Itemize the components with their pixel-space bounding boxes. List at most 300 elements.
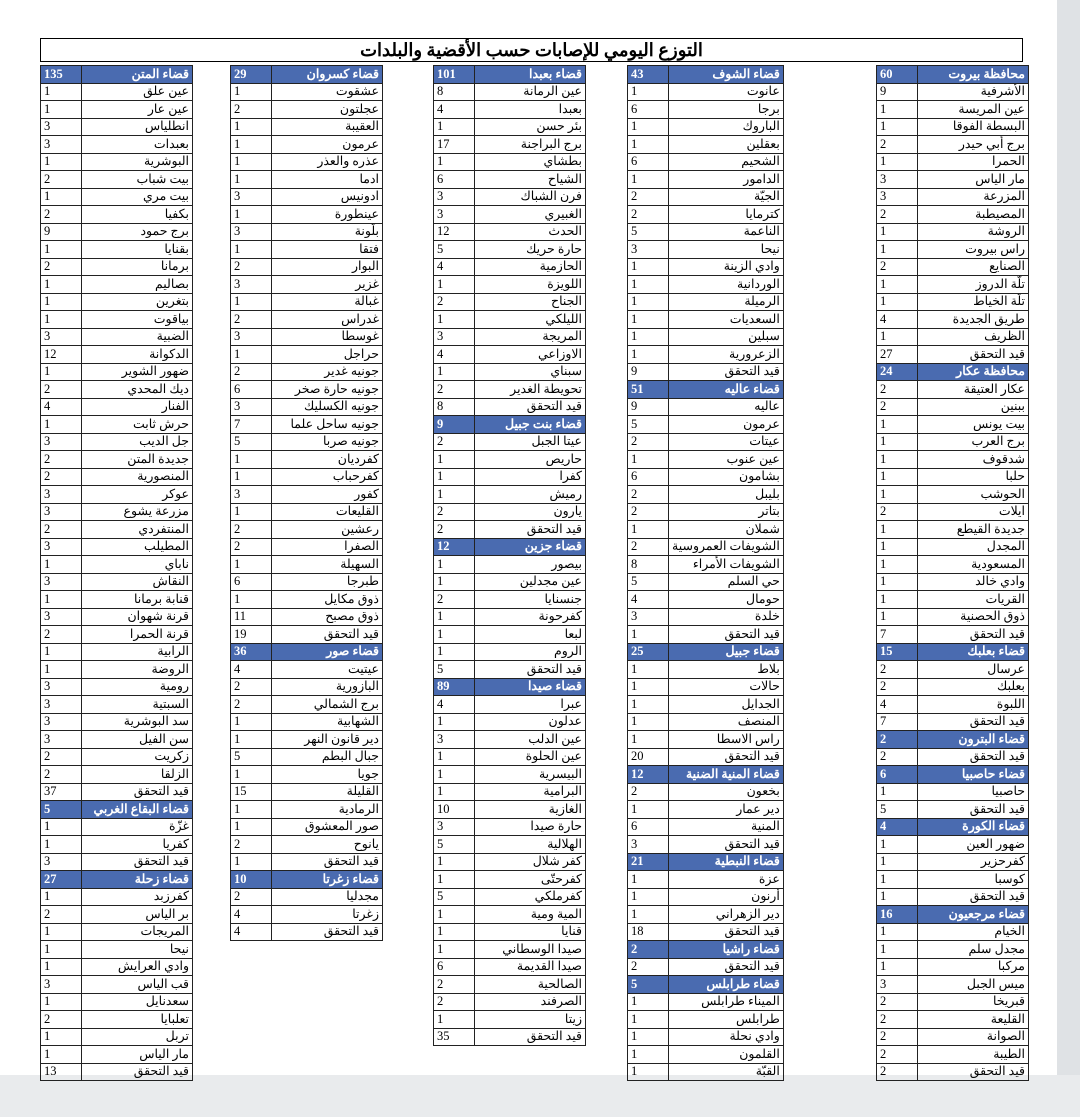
case-count: 15 <box>231 783 272 801</box>
town-row <box>231 818 383 836</box>
town-name: نيحا <box>82 941 193 959</box>
district-total: 6 <box>877 766 918 784</box>
town-name: قيد التحقق <box>82 783 193 801</box>
town-row <box>877 451 1029 469</box>
town-name: غزّة <box>82 818 193 836</box>
case-count: 1 <box>877 888 918 906</box>
case-count: 1 <box>434 941 475 959</box>
town-name: قيد التحقق <box>475 661 586 679</box>
case-count: 5 <box>628 223 669 241</box>
town-name: المريجة <box>475 328 586 346</box>
town-name: المطيلب <box>82 538 193 556</box>
district-name: قضاء بعبدا <box>475 66 586 84</box>
case-count: 13 <box>41 1063 82 1081</box>
case-count: 20 <box>628 748 669 766</box>
town-name: تحويطة الغدير <box>475 381 586 399</box>
town-name: قيد التحقق <box>918 1063 1029 1081</box>
town-name: قيد التحقق <box>918 346 1029 364</box>
case-count: 3 <box>41 696 82 714</box>
town-row <box>877 101 1029 119</box>
town-name: تربل <box>82 1028 193 1046</box>
case-count: 6 <box>231 381 272 399</box>
town-name: الهلالية <box>475 836 586 854</box>
town-name: الغبيري <box>475 206 586 224</box>
case-count: 2 <box>877 1028 918 1046</box>
town-row <box>628 486 784 504</box>
case-count: 3 <box>231 188 272 206</box>
district-total: 43 <box>628 66 669 84</box>
case-count: 3 <box>434 818 475 836</box>
case-count: 1 <box>628 83 669 101</box>
case-count: 2 <box>231 538 272 556</box>
town-name: الرمادية <box>272 801 383 819</box>
district-name: قضاء طرابلس <box>669 976 784 994</box>
town-name: قيد التحقق <box>918 888 1029 906</box>
case-count: 1 <box>877 871 918 889</box>
district-total: 12 <box>434 538 475 556</box>
town-name: قيد التحقق <box>669 923 784 941</box>
town-name: سبلين <box>669 328 784 346</box>
town-name: برج العرب <box>918 433 1029 451</box>
district-table-keserwan <box>230 65 383 941</box>
town-row <box>434 188 586 206</box>
case-count: 1 <box>628 293 669 311</box>
case-count: 2 <box>41 906 82 924</box>
town-row <box>628 311 784 329</box>
case-count: 1 <box>628 521 669 539</box>
case-count: 3 <box>628 241 669 259</box>
case-count: 3 <box>41 678 82 696</box>
town-row <box>877 923 1029 941</box>
town-row <box>628 591 784 609</box>
town-row <box>41 311 193 329</box>
town-row <box>877 538 1029 556</box>
town-name: قيد التحقق <box>82 853 193 871</box>
town-row <box>41 853 193 871</box>
town-name: يانوح <box>272 836 383 854</box>
case-count: 4 <box>41 398 82 416</box>
town-name: كوسبا <box>918 871 1029 889</box>
case-count: 1 <box>628 451 669 469</box>
town-row <box>231 328 383 346</box>
case-count: 1 <box>41 83 82 101</box>
case-count: 3 <box>41 118 82 136</box>
case-count: 1 <box>628 713 669 731</box>
district-header-row <box>231 643 383 661</box>
case-count: 2 <box>628 188 669 206</box>
district-header-row <box>877 906 1029 924</box>
town-row <box>877 626 1029 644</box>
case-count: 2 <box>628 958 669 976</box>
town-name: كفرحتّى <box>475 871 586 889</box>
town-row <box>877 1063 1029 1081</box>
district-header-row <box>434 538 586 556</box>
town-name: دير قانون النهر <box>272 731 383 749</box>
town-row <box>877 556 1029 574</box>
town-name: برج حمود <box>82 223 193 241</box>
town-row <box>41 398 193 416</box>
town-row <box>628 276 784 294</box>
town-name: الرابية <box>82 643 193 661</box>
case-count: 1 <box>434 766 475 784</box>
town-name: المنصف <box>669 713 784 731</box>
town-name: بلّونة <box>272 223 383 241</box>
town-name: بعبدات <box>82 136 193 154</box>
town-row <box>877 468 1029 486</box>
town-row <box>628 678 784 696</box>
town-row <box>434 346 586 364</box>
town-row <box>434 941 586 959</box>
town-row <box>877 241 1029 259</box>
town-row <box>877 801 1029 819</box>
case-count: 2 <box>41 626 82 644</box>
case-count: 2 <box>231 696 272 714</box>
town-row <box>41 118 193 136</box>
town-name: بيت شباب <box>82 171 193 189</box>
town-row <box>877 696 1029 714</box>
case-count: 5 <box>434 888 475 906</box>
town-name: جل الديب <box>82 433 193 451</box>
district-header-row <box>877 731 1029 749</box>
case-count: 3 <box>41 608 82 626</box>
town-row <box>877 188 1029 206</box>
case-count: 10 <box>434 801 475 819</box>
town-name: البوشرية <box>82 153 193 171</box>
case-count: 1 <box>628 328 669 346</box>
town-name: القريات <box>918 591 1029 609</box>
town-row <box>877 346 1029 364</box>
case-count: 4 <box>877 311 918 329</box>
case-count: 2 <box>434 976 475 994</box>
case-count: 5 <box>434 241 475 259</box>
case-count: 2 <box>877 398 918 416</box>
case-count: 1 <box>628 696 669 714</box>
case-count: 1 <box>877 223 918 241</box>
town-name: ادما <box>272 171 383 189</box>
case-count: 1 <box>41 363 82 381</box>
town-name: الجيّة <box>669 188 784 206</box>
town-row <box>877 83 1029 101</box>
case-count: 1 <box>231 556 272 574</box>
town-row <box>628 608 784 626</box>
town-name: برج الشمالي <box>272 696 383 714</box>
town-name: الصفرا <box>272 538 383 556</box>
case-count: 8 <box>434 398 475 416</box>
case-count: 2 <box>628 433 669 451</box>
district-header-row <box>877 818 1029 836</box>
case-count: 2 <box>877 1011 918 1029</box>
case-count: 2 <box>877 1046 918 1064</box>
town-row <box>41 906 193 924</box>
town-row <box>41 451 193 469</box>
town-name: جونيه صربا <box>272 433 383 451</box>
case-count: 1 <box>231 136 272 154</box>
town-name: حي السلم <box>669 573 784 591</box>
town-name: جونيه غدير <box>272 363 383 381</box>
district-header-row <box>434 66 586 84</box>
town-row <box>628 433 784 451</box>
town-row <box>41 643 193 661</box>
town-name: مجدل سلم <box>918 941 1029 959</box>
case-count: 7 <box>877 713 918 731</box>
town-row <box>41 678 193 696</box>
case-count: 3 <box>41 503 82 521</box>
case-count: 2 <box>41 451 82 469</box>
case-count: 3 <box>41 328 82 346</box>
district-name: محافظة عكار <box>918 363 1029 381</box>
case-count: 1 <box>434 906 475 924</box>
district-table-chouf-aley <box>627 65 784 1081</box>
town-row <box>231 398 383 416</box>
town-name: كفرا <box>475 468 586 486</box>
town-name: ببنين <box>918 398 1029 416</box>
town-name: المسعودية <box>918 556 1029 574</box>
case-count: 9 <box>628 398 669 416</box>
town-name: السعديات <box>669 311 784 329</box>
town-name: كفريا <box>82 836 193 854</box>
town-row <box>877 223 1029 241</box>
town-name: عين مجدلين <box>475 573 586 591</box>
town-row <box>41 381 193 399</box>
case-count: 1 <box>41 661 82 679</box>
town-row <box>628 993 784 1011</box>
town-name: الضبية <box>82 328 193 346</box>
town-row <box>877 661 1029 679</box>
town-name: جنسنايا <box>475 591 586 609</box>
case-count: 3 <box>434 328 475 346</box>
town-name: حراجل <box>272 346 383 364</box>
town-name: البازورية <box>272 678 383 696</box>
town-name: قرنة شهوان <box>82 608 193 626</box>
town-row <box>41 696 193 714</box>
town-row <box>231 678 383 696</box>
case-count: 1 <box>41 556 82 574</box>
town-row <box>41 993 193 1011</box>
district-total: 5 <box>41 801 82 819</box>
district-total: 5 <box>628 976 669 994</box>
case-count: 2 <box>41 748 82 766</box>
town-row <box>434 293 586 311</box>
district-name: قضاء جبيل <box>669 643 784 661</box>
town-row <box>231 713 383 731</box>
district-header-row <box>877 363 1029 381</box>
district-name: قضاء مرجعيون <box>918 906 1029 924</box>
district-header-row <box>628 976 784 994</box>
town-name: وادي نحلة <box>669 1028 784 1046</box>
town-row <box>41 328 193 346</box>
town-name: فرن الشباك <box>475 188 586 206</box>
case-count: 1 <box>434 853 475 871</box>
case-count: 1 <box>231 293 272 311</box>
case-count: 2 <box>434 521 475 539</box>
case-count: 2 <box>877 503 918 521</box>
case-count: 1 <box>628 661 669 679</box>
case-count: 1 <box>877 486 918 504</box>
case-count: 18 <box>628 923 669 941</box>
town-row <box>877 1011 1029 1029</box>
town-row <box>231 783 383 801</box>
case-count: 3 <box>434 188 475 206</box>
town-row <box>231 591 383 609</box>
case-count: 3 <box>231 486 272 504</box>
town-row <box>434 958 586 976</box>
case-count: 5 <box>434 836 475 854</box>
case-count: 1 <box>877 521 918 539</box>
town-name: البرامية <box>475 783 586 801</box>
town-name: بعقلين <box>669 136 784 154</box>
town-name: قيد التحقق <box>669 363 784 381</box>
case-count: 1 <box>628 1011 669 1029</box>
case-count: 1 <box>231 346 272 364</box>
town-row <box>231 188 383 206</box>
town-name: طبرجا <box>272 573 383 591</box>
town-row <box>877 713 1029 731</box>
town-row <box>231 661 383 679</box>
town-name: قيد التحقق <box>272 853 383 871</box>
case-count: 1 <box>41 958 82 976</box>
town-name: عرسال <box>918 661 1029 679</box>
case-count: 2 <box>877 136 918 154</box>
town-name: اللويزة <box>475 276 586 294</box>
case-count: 1 <box>231 591 272 609</box>
case-count: 2 <box>877 258 918 276</box>
town-name: الشهابية <box>272 713 383 731</box>
town-row <box>434 223 586 241</box>
town-row <box>877 1046 1029 1064</box>
town-row <box>628 626 784 644</box>
case-count: 1 <box>877 783 918 801</box>
town-name: ذوق الحصنية <box>918 608 1029 626</box>
town-name: قيد التحقق <box>918 801 1029 819</box>
town-row <box>434 433 586 451</box>
town-row <box>877 136 1029 154</box>
town-name: راس بيروت <box>918 241 1029 259</box>
town-name: ايلات <box>918 503 1029 521</box>
case-count: 1 <box>231 853 272 871</box>
case-count: 2 <box>877 381 918 399</box>
town-name: الصرفند <box>475 993 586 1011</box>
case-count: 1 <box>41 153 82 171</box>
town-name: ضهور الشوير <box>82 363 193 381</box>
town-row <box>877 381 1029 399</box>
case-count: 2 <box>434 293 475 311</box>
town-name: عين علق <box>82 83 193 101</box>
town-name: حلبا <box>918 468 1029 486</box>
town-row <box>231 451 383 469</box>
town-name: الشياح <box>475 171 586 189</box>
town-name: مزرعة يشوع <box>82 503 193 521</box>
case-count: 5 <box>877 801 918 819</box>
town-row <box>434 398 586 416</box>
town-row <box>434 101 586 119</box>
district-total: 2 <box>628 941 669 959</box>
case-count: 1 <box>434 871 475 889</box>
case-count: 1 <box>877 556 918 574</box>
district-total: 10 <box>231 871 272 889</box>
town-name: مجدليا <box>272 888 383 906</box>
town-name: قب الياس <box>82 976 193 994</box>
case-count: 1 <box>877 241 918 259</box>
town-name: سعدنايل <box>82 993 193 1011</box>
town-row <box>434 853 586 871</box>
town-row <box>41 241 193 259</box>
case-count: 1 <box>877 923 918 941</box>
case-count: 1 <box>628 801 669 819</box>
town-row <box>434 1011 586 1029</box>
town-name: قيد التحقق <box>475 1028 586 1046</box>
case-count: 3 <box>41 713 82 731</box>
case-count: 12 <box>41 346 82 364</box>
district-total: 25 <box>628 643 669 661</box>
case-count: 3 <box>41 573 82 591</box>
case-count: 3 <box>41 853 82 871</box>
town-row <box>628 416 784 434</box>
case-count: 1 <box>231 241 272 259</box>
case-count: 1 <box>877 853 918 871</box>
town-row <box>434 993 586 1011</box>
town-row <box>434 311 586 329</box>
town-row <box>231 171 383 189</box>
case-count: 4 <box>434 101 475 119</box>
town-name: صور المعشوق <box>272 818 383 836</box>
district-total: 101 <box>434 66 475 84</box>
town-row <box>41 783 193 801</box>
town-name: الميناء طرابلس <box>669 993 784 1011</box>
town-row <box>628 556 784 574</box>
town-row <box>877 328 1029 346</box>
district-total: 89 <box>434 678 475 696</box>
district-name: قضاء كسروان <box>272 66 383 84</box>
district-header-row <box>41 66 193 84</box>
town-row <box>41 503 193 521</box>
case-count: 1 <box>231 153 272 171</box>
town-row <box>434 731 586 749</box>
town-row <box>628 363 784 381</box>
town-row <box>877 521 1029 539</box>
case-count: 3 <box>231 398 272 416</box>
town-name: عرمون <box>669 416 784 434</box>
town-name: الزلقا <box>82 766 193 784</box>
case-count: 3 <box>628 836 669 854</box>
town-row <box>41 608 193 626</box>
town-row <box>434 556 586 574</box>
case-count: 1 <box>434 451 475 469</box>
district-header-row <box>877 766 1029 784</box>
town-name: بصاليم <box>82 276 193 294</box>
case-count: 1 <box>877 941 918 959</box>
case-count: 4 <box>231 923 272 941</box>
town-row <box>231 311 383 329</box>
town-row <box>434 486 586 504</box>
town-name: وادي العرايش <box>82 958 193 976</box>
town-name: الأشرفية <box>918 83 1029 101</box>
case-count: 3 <box>41 486 82 504</box>
town-name: طرابلس <box>669 1011 784 1029</box>
town-row <box>877 171 1029 189</box>
case-count: 3 <box>628 608 669 626</box>
town-row <box>41 171 193 189</box>
town-row <box>434 608 586 626</box>
town-row <box>231 836 383 854</box>
case-count: 1 <box>41 416 82 434</box>
town-name: عين الرمانة <box>475 83 586 101</box>
town-name: قيد التحقق <box>475 521 586 539</box>
case-count: 2 <box>41 206 82 224</box>
district-total: 12 <box>628 766 669 784</box>
town-row <box>628 871 784 889</box>
case-count: 6 <box>628 468 669 486</box>
town-row <box>434 171 586 189</box>
